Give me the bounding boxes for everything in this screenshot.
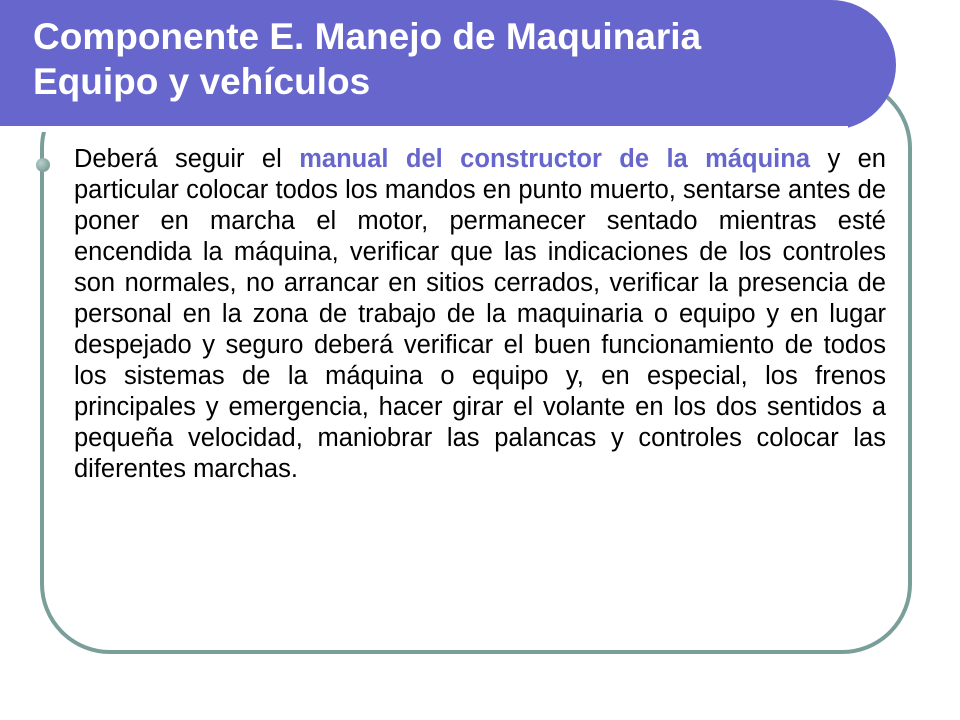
bullet-text-rest: y en particular colocar todos los mandos en punto muerto, sentarse antes de poner en marcha el motor, permanecer sentado mientras esté encendida la máquina, verificar que las indicaciones de los controles son normales, no arrancar en sitios cerrados, verificar la presencia de personal en la zona de trabajo de la maquinaria o equipo y en lugar despejado y seguro deberá verificar el buen funcionamiento de todos los sistemas de la máquina o equipo y, en especial, los frenos principales y emergencia, hacer girar el volante en los dos sentidos a pequeña velocidad, maniobrar las palancas y controles colocar las diferentes marchas. [74,145,886,483]
title-underline [0,126,848,132]
slide-title-line-2: Equipo y vehículos [33,61,371,102]
slide-title-line-1: Componente E. Manejo de Maquinaria [33,16,702,57]
bullet-icon [36,158,50,172]
bullet-list [36,144,886,485]
bullet-text-intro: Deberá seguir el [74,145,300,173]
title-bar [0,0,896,130]
bullet-text [74,144,886,485]
list-item [36,144,886,485]
slide-title [33,14,853,104]
highlighted-phrase: manual del constructor de la máquina [299,145,811,173]
